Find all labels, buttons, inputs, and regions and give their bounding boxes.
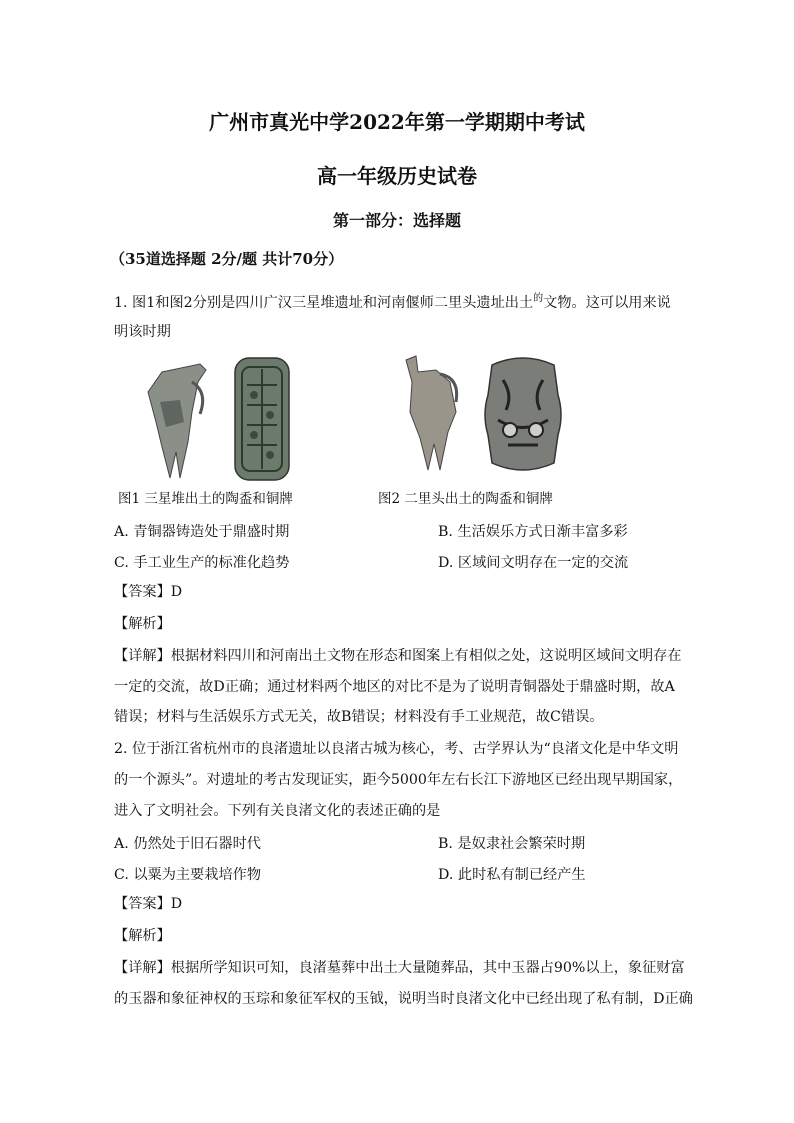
q1-answer: 【答案】D — [114, 584, 183, 600]
q1-option-c[interactable]: C. 手工业生产的标准化趋势 — [114, 555, 290, 571]
q2-detail-line2: 的玉器和象征神权的玉琮和象征军权的玉钺，说明当时良渚文化中已经出现了私有制，D正确 — [114, 991, 693, 1007]
erlitou-pottery-vessel-image — [400, 352, 462, 474]
q1-analysis-label: 【解析】 — [114, 616, 171, 632]
exam-subtitle: 高一年级历史试卷 — [317, 164, 477, 188]
figure-2-caption: 图2 二里头出土的陶盉和铜牌 — [378, 491, 553, 507]
q1-detail-line1: 【详解】根据材料四川和河南出土文物在形态和图案上有相似之处，这说明区域间文明存在 — [114, 648, 682, 664]
q2-detail-line1: 【详解】根据所学知识可知，良渚墓葬中出土大量随葬品，其中玉器占90%以上，象征财富 — [114, 960, 685, 976]
q1-text-a: 1. 图1和图2分别是四川广汉三星堆遗址和河南偃师二里头遗址出土 — [114, 295, 534, 311]
q2-option-d[interactable]: D. 此时私有制已经产生 — [438, 867, 586, 883]
q1-detail-line2: 一定的交流，故D正确；通过材料两个地区的对比不是为了说明青铜器处于鼎盛时期，故A — [114, 679, 675, 695]
sanxingdui-bronze-plaque-image — [232, 355, 292, 483]
q1-option-a[interactable]: A. 青铜器铸造处于鼎盛时期 — [114, 524, 290, 540]
q2-answer: 【答案】D — [114, 896, 183, 912]
figure-1-caption: 图1 三星堆出土的陶盉和铜牌 — [118, 491, 293, 507]
question-2-stem-line1: 2. 位于浙江省杭州市的良渚遗址以良渚古城为核心，考、古学界认为“良渚文化是中华文明 — [114, 741, 679, 757]
q1-text-sup: 的 — [533, 293, 544, 304]
q1-detail-line3: 错误；材料与生活娱乐方式无关，故B错误；材料没有手工业规范，故C错误。 — [114, 709, 604, 725]
exam-title: 广州市真光中学2022年第一学期期中考试 — [209, 110, 585, 134]
q2-option-a[interactable]: A. 仍然处于旧石器时代 — [114, 836, 261, 852]
q1-option-b[interactable]: B. 生活娱乐方式日渐丰富多彩 — [438, 524, 628, 540]
q2-option-b[interactable]: B. 是奴隶社会繁荣时期 — [438, 836, 586, 852]
question-2-stem-line2: 的一个源头”。对遗址的考古发现证实，距今5000年左右长江下游地区已经出现早期国家， — [114, 772, 683, 788]
question-1-stem-line1 — [114, 289, 671, 313]
question-2-stem-line3: 进入了文明社会。下列有关良渚文化的表述正确的是 — [114, 803, 441, 819]
section-heading: 第一部分：选择题 — [332, 211, 461, 230]
q1-option-d[interactable]: D. 区域间文明存在一定的交流 — [438, 555, 629, 571]
question-1-stem-line2: 明该时期 — [114, 324, 171, 340]
q2-analysis-label: 【解析】 — [114, 928, 171, 944]
q1-text-b: 文物。这可以用来说 — [543, 295, 671, 311]
section-note: （35道选择题 2分/题 共计70分） — [110, 250, 344, 268]
erlitou-bronze-plaque-image — [478, 355, 568, 473]
sanxingdui-pottery-vessel-image — [140, 352, 210, 482]
q2-option-c[interactable]: C. 以粟为主要栽培作物 — [114, 867, 262, 883]
